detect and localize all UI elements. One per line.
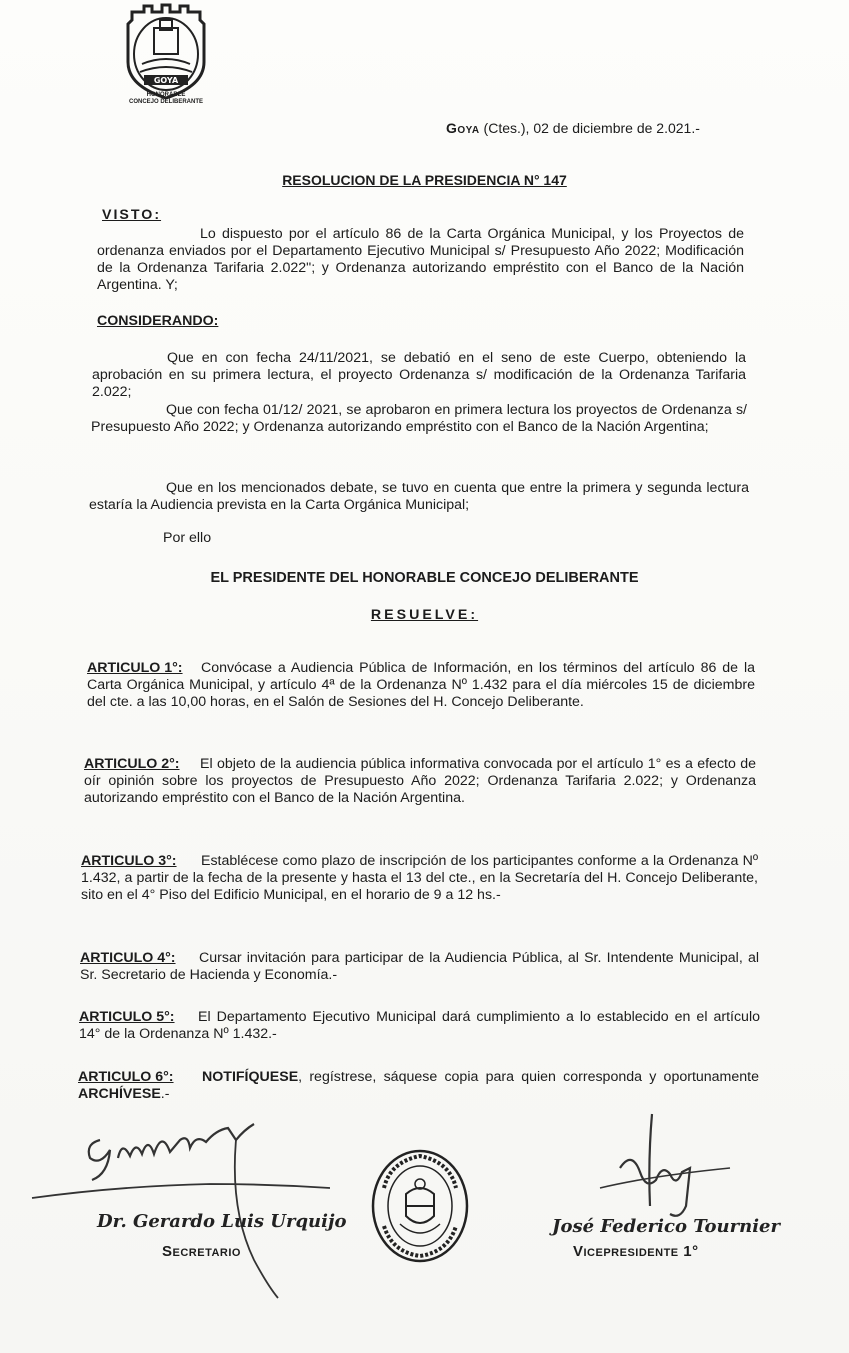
article-5-text: El Departamento Ejecutivo Municipal dará cumplimiento a lo establecido en el artículo 14° de la Ordenanza Nº 1.432.- (79, 1009, 760, 1042)
article-5-label: ARTICULO 5°: (79, 1009, 175, 1025)
article-6-archivese: ARCHÍVESE (78, 1086, 161, 1102)
vicepresident-name: José Federico Tournier (552, 1216, 780, 1237)
considerando-paragraph-2: Que con fecha 01/12/ 2021, se aprobaron en primera lectura los proyectos de Ordenanza s/ Presupuesto Año 2022; y Ordenanza autorizando empréstito con el Banco de la Nación Argentina; (91, 402, 747, 435)
resolution-title: RESOLUCION DE LA PRESIDENCIA N° 147 (282, 172, 567, 188)
logo-caption (118, 92, 214, 106)
logo-word: GOYA (153, 76, 179, 85)
president-line: EL PRESIDENTE DEL HONORABLE CONCEJO DELIBERANTE (210, 570, 639, 586)
article-2-label: ARTICULO 2°: (84, 756, 180, 772)
article-6-label: ARTICULO 6°: (78, 1069, 174, 1085)
visto-heading: VISTO: (102, 207, 162, 223)
article-4-text: Cursar invitación para participar de la Audiencia Pública, al Sr. Intendente Municipal, al Sr. Secretario de Hacienda y Economía.- (80, 950, 759, 983)
article-6-mid: , regístrese, sáquese copia para quien corresponda y oportunamente (298, 1069, 759, 1085)
article-3-text: Establécese como plazo de inscripción de los participantes conforme a la Ordenanza Nº 1.432, a partir de la fecha de la presente y hasta el 13 del cte., en la Secretaría del H. Concejo Deliberante, sito en el 4° Piso del Edificio Municipal, en el horario de 9 a 12 hs.- (81, 853, 758, 903)
vicepresident-role: Vicepresidente 1° (573, 1243, 699, 1260)
date-rest: (Ctes.), 02 de diciembre de 2.021.- (479, 120, 700, 136)
article-2-text: El objeto de la audiencia pública informativa convocada por el artículo 1° es a efecto de oír opinión sobre los proyectos de Presupuesto Año 2022; Ordenanza Tarifaria 2.022; y Ordenanza autorizando empréstito con el Banco de la Nación Argentina. (84, 756, 756, 806)
date-city: Goya (446, 120, 480, 136)
date-line (446, 120, 700, 137)
official-seal-stamp (370, 1148, 470, 1264)
visto-text: Lo dispuesto por el artículo 86 de la Carta Orgánica Municipal, y los Proyectos de ordenanza enviados por el Departamento Ejecutivo Municipal s/ Presupuesto Año 2022; Modificación de la Ordenanza Tarifaria 2.022"; y Ordenanza autorizando empréstito con el Banco de la Nación Argentina. Y; (97, 226, 744, 293)
article-4-label: ARTICULO 4°: (80, 950, 176, 966)
seal-text (0, 0, 1, 1)
considerando-heading: CONSIDERANDO: (97, 313, 219, 329)
resuelve-heading (0, 607, 849, 624)
resuelve-text: RESUELVE: (370, 607, 479, 623)
article-6-text (78, 1069, 759, 1103)
considerando-paragraph-1: Que en con fecha 24/11/2021, se debatió en el seno de este Cuerpo, obteniendo la aprobación en su primera lectura, el proyecto Ordenanza s/ modificación de la Ordenanza Tarifaria 2.022; (92, 350, 746, 400)
logo-caption-line-1: HONORABLE (146, 92, 186, 98)
left-handwritten-signature (30, 1110, 330, 1310)
secretary-role: Secretario (162, 1243, 241, 1260)
right-handwritten-signature (570, 1110, 770, 1230)
article-6-notifiquese: NOTIFÍQUESE (202, 1069, 299, 1085)
considerando-paragraph-3: Que en los mencionados debate, se tuvo en cuenta que entre la primera y segunda lectura estaría la Audiencia prevista en la Carta Orgánica Municipal; (89, 480, 749, 513)
por-ello: Por ello (163, 530, 212, 546)
article-6-end: .- (160, 1086, 170, 1102)
article-1-body: Convócase a Audiencia Pública de Información, en los términos del artículo 86 de la Carta Orgánica Municipal, y artículo 4ª de la Ordenanza Nº 1.432 para el día miércoles 15 de diciembre del cte. a las 10,00 horas, en el Salón de Sesiones del H. Concejo Deliberante. (87, 660, 755, 710)
article-1-text (87, 660, 755, 711)
logo-caption-line-2: CONCEJO DELIBERANTE (128, 99, 203, 105)
secretary-name: Dr. Gerardo Luis Urquijo (97, 1211, 347, 1232)
article-1-label: ARTICULO 1°: (87, 660, 183, 676)
article-3-label: ARTICULO 3°: (81, 853, 177, 869)
